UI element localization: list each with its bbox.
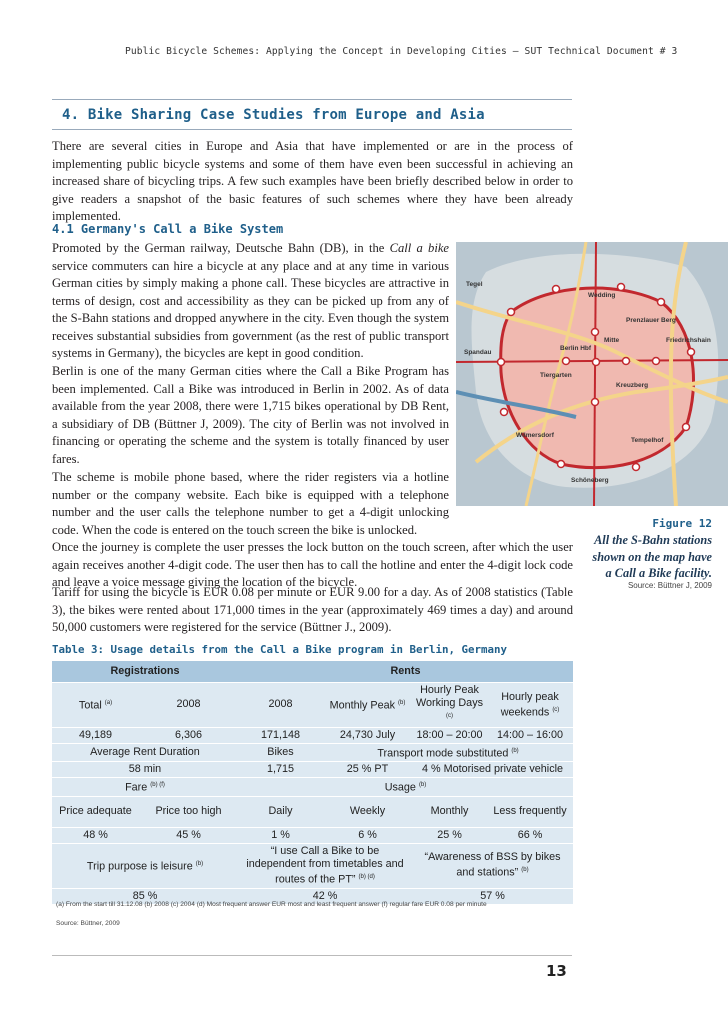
map-label-1: Wedding — [588, 292, 616, 299]
paragraph-mobile-phone-a: The scheme is mobile phone based, where the rider registers via a hotline number or the company website. Each bike is equipped with a telephone number and the user calls the telephone number to get a 4-digit unlocking code. When the code is entered on the touch screen the bike is unlocked. — [52, 470, 449, 537]
cell: “I use Call a Bike to be independent from timetables and routes of the PT” $^{(b) (d)}$ — [238, 843, 412, 888]
figure-label: Figure 12 — [652, 517, 712, 530]
cell: “Awareness of BSS by bikes and stations” $^{(b)}$ — [412, 843, 573, 888]
berlin-s-bahn-map — [456, 242, 728, 506]
cell: Daily — [238, 796, 323, 827]
figure-caption: All the S-Bahn stations shown on the map have a Call a Bike facility. — [592, 533, 712, 580]
cell: 49,189 — [52, 727, 139, 743]
cell: 6 % — [323, 827, 412, 843]
cell-2008-reg: 2008 — [139, 683, 238, 728]
para1-em: Call a bike — [389, 241, 450, 255]
page-footer-rule — [52, 955, 572, 956]
map-label-2: Mitte — [604, 337, 620, 344]
cell: 6,306 — [139, 727, 238, 743]
cell: 14:00 – 16:00 — [487, 727, 573, 743]
table-footnote: (a) From the start till 31.12.08 (b) 2008 (c) 2004 (d) Most frequent answer EUR most and least frequent answer (f) regular fare EUR 0.08 per minute — [56, 901, 487, 908]
section-rule-top — [52, 99, 572, 100]
cell: 18:00 – 20:00 — [412, 727, 487, 743]
map-label-4: Tiergarten — [540, 372, 572, 379]
table-row — [52, 727, 573, 743]
paragraph-tariff: Tariff for using the bicycle is EUR 0.08 per minute or EUR 9.00 for a day. As of 2008 statistics (Table 3), the bikes were rented about 171,000 times in the year (approximately 469 times a day) and around 50,000 customers were registered for the service (Büttner J., 2009). — [52, 585, 573, 634]
cell: 85 % — [52, 888, 238, 904]
map-label-5: Wilmersdorf — [516, 432, 554, 439]
paragraph-mobile-phone-b: Once the journey is complete the user presses the lock button on the touch screen, after which the user again receives another 4-digit code. The user then has to call the hotline and enter the 4-digit lock code and leave a voice message giving the location of the bicycle. — [52, 540, 573, 589]
table-row — [52, 743, 573, 762]
cell: 1,715 — [238, 762, 323, 778]
cell: Trip purpose is leisure $^{(b)}$ — [52, 843, 238, 888]
cell: Weekly — [323, 796, 412, 827]
paragraph-berlin: Berlin is one of the many German cities where the Call a Bike Program has been implemented. Call a Bike was introduced in Berlin in 2002. As of data available from the year 2008, there were 1,715 bikes operational by DB Rent, a subsidiary of DB (Büttner J, 2009). The city of Berlin was not involved in financing or operating the scheme and the system is totally financed by user fares. — [52, 364, 449, 466]
cell: 25 % — [412, 827, 487, 843]
map-label-10: Spandau — [464, 349, 492, 356]
cell-hourly-weekend: Hourly peak weekends $^{(c)}$ — [487, 683, 573, 728]
section-rule-bottom — [52, 129, 572, 130]
cell: Monthly — [412, 796, 487, 827]
table-row — [52, 796, 573, 827]
section-title: 4. Bike Sharing Case Studies from Europe and Asia — [62, 107, 485, 123]
table-row — [52, 762, 573, 778]
cell: 171,148 — [238, 727, 323, 743]
header-registrations: Registrations — [52, 661, 238, 683]
subsection-title: 4.1 Germany's Call a Bike System — [52, 222, 284, 236]
cell-hourly-working: Hourly Peak Working Days $^{(c)}$ — [412, 683, 487, 728]
map-label-3: Berlin Hbf — [560, 345, 592, 352]
cell: Bikes — [238, 743, 323, 762]
cell: 24,730 July — [323, 727, 412, 743]
table-caption: Table 3: Usage details from the Call a Bike program in Berlin, Germany — [52, 643, 508, 656]
map-label-6: Kreuzberg — [616, 382, 649, 389]
cell-2008-rents: 2008 — [238, 683, 323, 728]
cell: 42 % — [238, 888, 412, 904]
cell: Price adequate — [52, 796, 139, 827]
cell: 66 % — [487, 827, 573, 843]
map-label-9: Prenzlauer Berg — [626, 317, 676, 324]
intro-paragraph: There are several cities in Europe and Asia that have implemented or are in the process of implementing public bicycle systems and some of them have even been successful in achieving an increased share of bicycling trips. A few such examples have been briefly described below in order to give readers a snapshot of the basic features of such schemes where they have been already implemented. — [52, 139, 573, 223]
para1-post: service commuters can hire a bicycle at any place and at any time in various German cities by simply making a phone call. These bicycles are attractive in terms of design, cost and accessibility as they can be picked up from any of the S-Bahn stations and dropped anywhere in the city. Even though the system receives substantial subsidies from government (as the rest of public transport systems in Germany), the bicycles are kept in good condition. — [52, 258, 449, 360]
running-header: Public Bicycle Schemes: Applying the Concept in Developing Cities – SUT Technical Document # 3 — [125, 46, 678, 57]
cell-monthly-peak: Monthly Peak $^{(b)}$ — [323, 683, 412, 728]
cell: Less frequently — [487, 796, 573, 827]
figure-source: Source: Büttner J, 2009 — [627, 581, 712, 590]
cell-total-label: Total $^{(a)}$ — [52, 683, 139, 728]
map-graphic — [456, 242, 728, 506]
map-label-0: Tegel — [466, 281, 483, 288]
table-row — [52, 778, 573, 797]
table-row — [52, 683, 573, 728]
cell: 48 % — [52, 827, 139, 843]
paragraph-call-a-bike-intro — [52, 240, 449, 363]
cell: 4 % Motorised private vehicle — [412, 762, 573, 778]
table-row — [52, 827, 573, 843]
cell: 58 min — [52, 762, 238, 778]
header-rents: Rents — [238, 661, 573, 683]
page-number: 13 — [546, 962, 567, 980]
table-row — [52, 661, 573, 683]
usage-table — [52, 660, 573, 905]
cell: Average Rent Duration — [52, 743, 238, 762]
cell: 57 % — [412, 888, 573, 904]
table-source: Source: Büttner, 2009 — [56, 920, 120, 927]
map-label-8: Tempelhof — [631, 437, 664, 444]
table-row — [52, 843, 573, 888]
cell: 1 % — [238, 827, 323, 843]
cell: 45 % — [139, 827, 238, 843]
cell: Fare $^{(b) (f)}$ — [52, 778, 238, 797]
para1-pre: Promoted by the German railway, Deutsche Bahn (DB), in the — [52, 241, 390, 255]
map-label-7: Friedrichshain — [666, 337, 711, 344]
map-label-11: Schöneberg — [571, 477, 609, 484]
cell: 25 % PT — [323, 762, 412, 778]
cell: Price too high — [139, 796, 238, 827]
cell: Transport mode substituted $^{(b)}$ — [323, 743, 573, 762]
cell: Usage $^{(b)}$ — [238, 778, 573, 797]
